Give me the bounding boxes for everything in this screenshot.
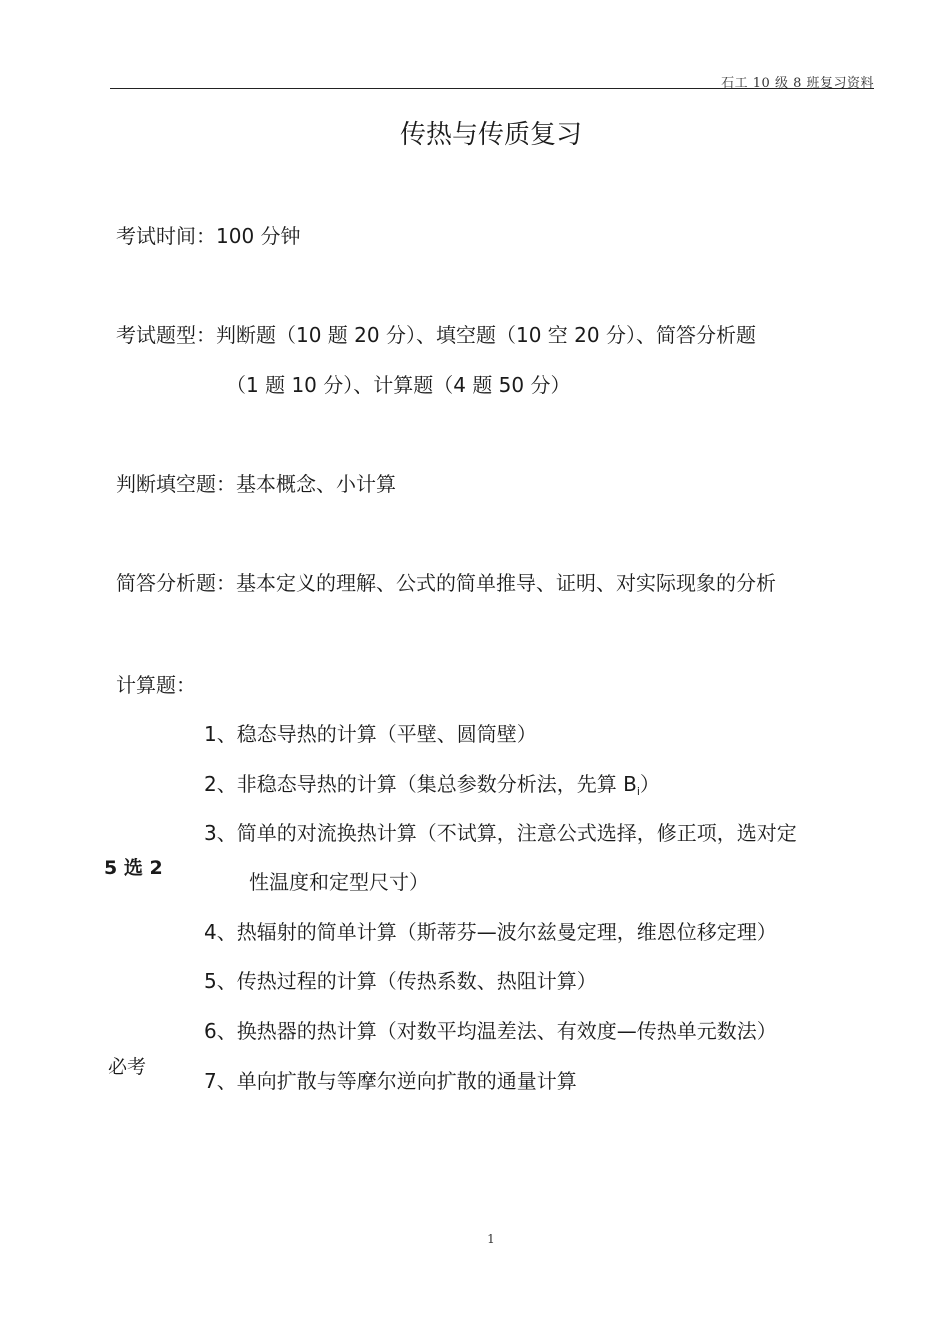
page-number: 1 (487, 1232, 495, 1246)
calc-item-3-line1: 3、简单的对流换热计算（不试算，注意公式选择，修正项，选对定 (204, 821, 797, 845)
calc-item-7: 7、单向扩散与等摩尔逆向扩散的通量计算 (204, 1069, 577, 1093)
calculation-heading: 计算题： (116, 673, 196, 697)
short-answer-description: 简答分析题：基本定义的理解、公式的简单推导、证明、对实际现象的分析 (116, 571, 776, 595)
choose-note: 5 选 2 (104, 857, 163, 879)
exam-time: 考试时间：100 分钟 (116, 224, 301, 248)
calc-item-1: 1、稳态导热的计算（平壁、圆筒壁） (204, 722, 537, 746)
required-note: 必考 (108, 1056, 147, 1078)
calc-item-6: 6、换热器的热计算（对数平均温差法、有效度—传热单元数法） (204, 1019, 777, 1043)
header-text: 石工 10 级 8 班复习资料 (721, 76, 874, 91)
exam-types-line2: （1 题 10 分）、计算题（4 题 50 分） (226, 373, 571, 397)
calc-item-2 (204, 770, 660, 806)
calc-item-2-end: ） (639, 772, 660, 796)
header-rule (110, 88, 874, 89)
exam-types-line1: 考试题型：判断题（10 题 20 分）、填空题（10 空 20 分）、简答分析题 (116, 323, 756, 347)
calc-item-3-line2: 性温度和定型尺寸） (249, 870, 429, 894)
calc-item-2-subscript: i (636, 785, 640, 798)
document-title: 传热与传质复习 (399, 120, 582, 150)
calc-item-5: 5、传热过程的计算（传热系数、热阻计算） (204, 969, 597, 993)
calc-item-4: 4、热辐射的简单计算（斯蒂芬—波尔兹曼定理，维恩位移定理） (204, 920, 777, 944)
judge-fill-description: 判断填空题：基本概念、小计算 (116, 472, 396, 496)
calc-item-2-text: 2、非稳态导热的计算（集总参数分析法，先算 B (204, 772, 637, 796)
